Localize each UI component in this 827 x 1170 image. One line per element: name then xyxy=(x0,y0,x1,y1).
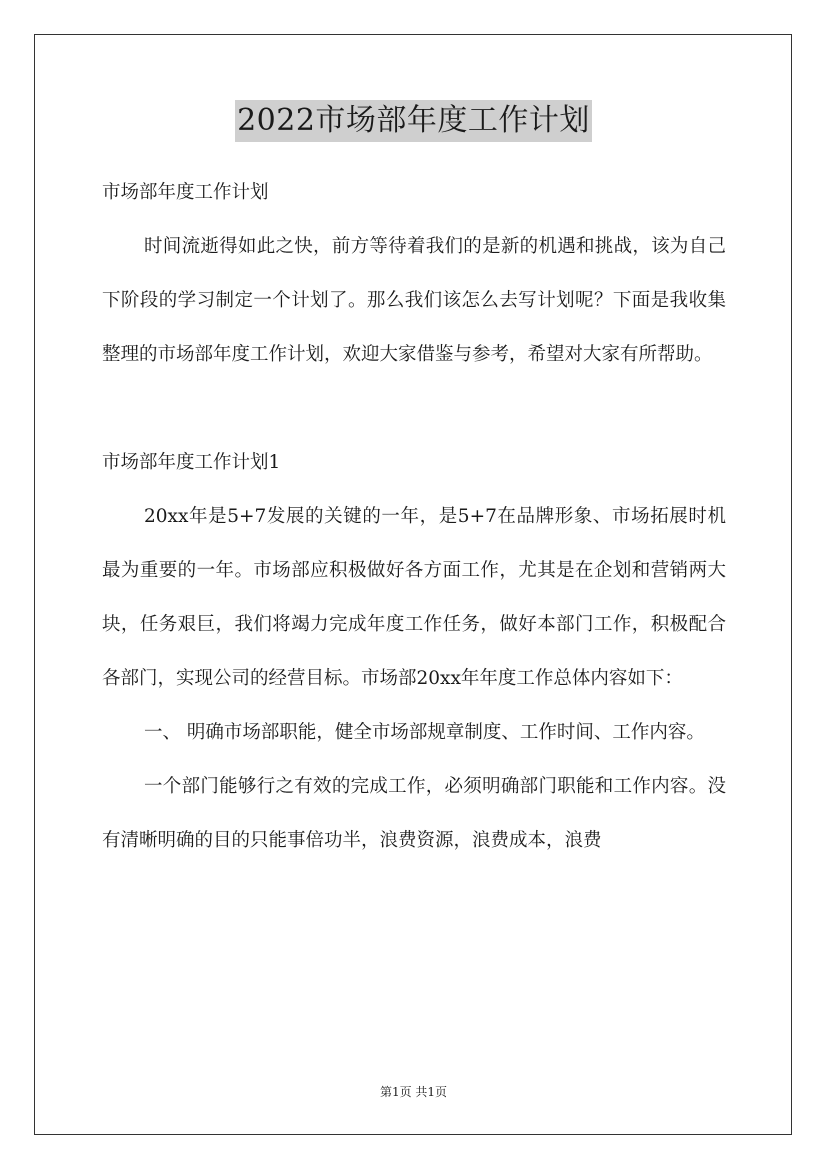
page-footer: 第1页 共1页 xyxy=(379,1085,448,1099)
document-title: 2022市场部年度工作计划 xyxy=(235,100,592,142)
intro-heading: 市场部年度工作计划 xyxy=(102,182,269,203)
title-container xyxy=(0,100,827,142)
blank-line xyxy=(102,382,726,436)
item1-paragraph: 一、 明确市场部职能，健全市场部规章制度、工作时间、工作内容。 xyxy=(144,722,705,743)
intro-paragraph: 时间流逝得如此之快，前方等待着我们的是新的机遇和挑战，该为自己下阶段的学习制定一个计划了。那么我们该怎么去写计划呢？下面是我收集整理的市场部年度工作计划，欢迎大家借鉴与参考，希望对大家有所帮助。 xyxy=(102,236,726,365)
item1-detail-paragraph: 一个部门能够行之有效的完成工作，必须明确部门职能和工作内容。没有清晰明确的目的只能事倍功半，浪费资源，浪费成本，浪费 xyxy=(102,776,726,851)
document-body xyxy=(102,166,726,868)
plan1-paragraph: 20xx年是5+7发展的关键的一年，是5+7在品牌形象、市场拓展时机最为重要的一年。市场部应积极做好各方面工作，尤其是在企划和营销两大块，任务艰巨，我们将竭力完成年度工作任务，做好本部门工作，积极配合各部门，实现公司的经营目标。市场部20xx年年度工作总体内容如下： xyxy=(102,506,726,689)
plan1-heading: 市场部年度工作计划1 xyxy=(102,452,281,473)
